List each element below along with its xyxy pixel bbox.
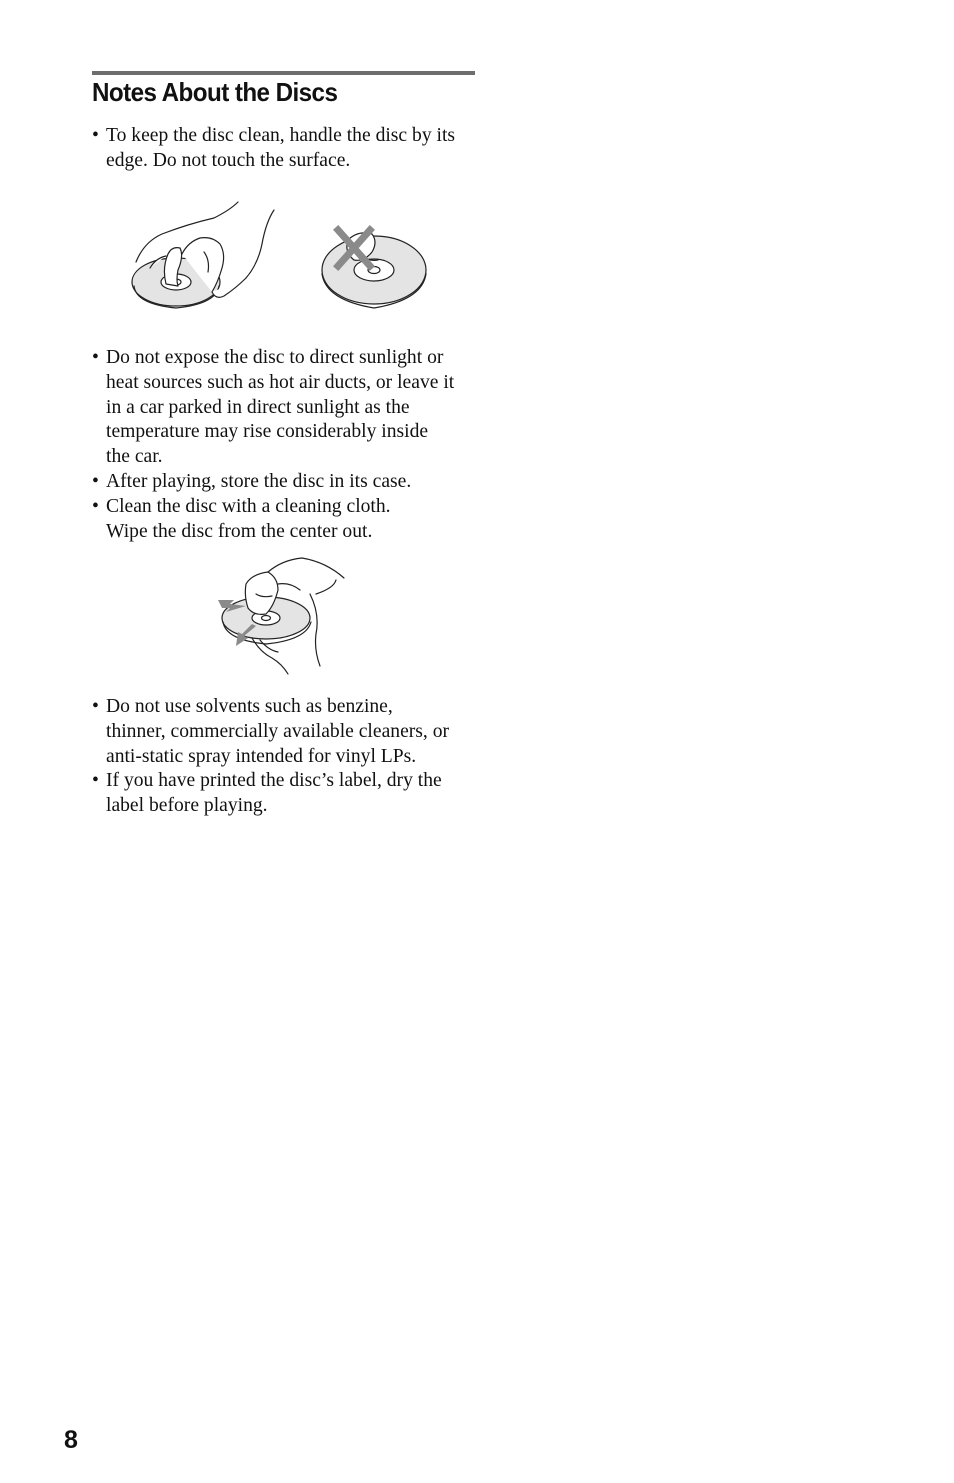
note-line: anti-static spray intended for vinyl LPs. <box>106 745 417 767</box>
note-line: the car. <box>106 446 163 468</box>
disc-cleaning-illustration <box>216 554 352 678</box>
section-title: Notes About the Discs <box>92 77 338 107</box>
page-number: 8 <box>64 1426 78 1454</box>
note-line: in a car parked in direct sunlight as the <box>106 396 410 418</box>
note-list-3 <box>92 695 482 819</box>
note-item <box>92 124 482 174</box>
note-line: label before playing. <box>106 795 268 817</box>
note-list-2 <box>92 346 482 544</box>
note-item <box>92 695 482 769</box>
note-line: heat sources such as hot air ducts, or leave it <box>106 371 455 393</box>
note-line: Clean the disc with a cleaning cloth. <box>106 495 391 517</box>
bullet-mark: • <box>92 770 99 792</box>
bullet-mark: • <box>92 347 99 368</box>
note-item <box>92 769 482 819</box>
note-line: To keep the disc clean, handle the disc by its <box>106 125 456 146</box>
note-item <box>92 346 482 470</box>
section-rule <box>92 71 475 75</box>
note-line: Wipe the disc from the center out. <box>106 520 373 542</box>
disc-handling-illustration <box>126 196 432 314</box>
bullet-mark: • <box>92 495 99 517</box>
bullet-mark: • <box>92 470 99 492</box>
note-item <box>92 470 482 495</box>
note-line: Do not expose the disc to direct sunlight or <box>106 347 444 368</box>
note-line: thinner, commercially available cleaners, or <box>106 720 450 742</box>
note-line: temperature may rise considerably inside <box>106 421 429 443</box>
disc-surface-touched-icon <box>322 233 426 308</box>
bullet-mark: • <box>92 125 99 146</box>
note-line: If you have printed the disc’s label, dry the <box>106 770 442 792</box>
note-line: Do not use solvents such as benzine, <box>106 696 393 717</box>
note-list-1 <box>92 124 482 174</box>
note-line: edge. Do not touch the surface. <box>106 149 351 171</box>
note-item <box>92 495 482 545</box>
bullet-mark: • <box>92 696 99 717</box>
note-line: After playing, store the disc in its case. <box>106 470 412 492</box>
